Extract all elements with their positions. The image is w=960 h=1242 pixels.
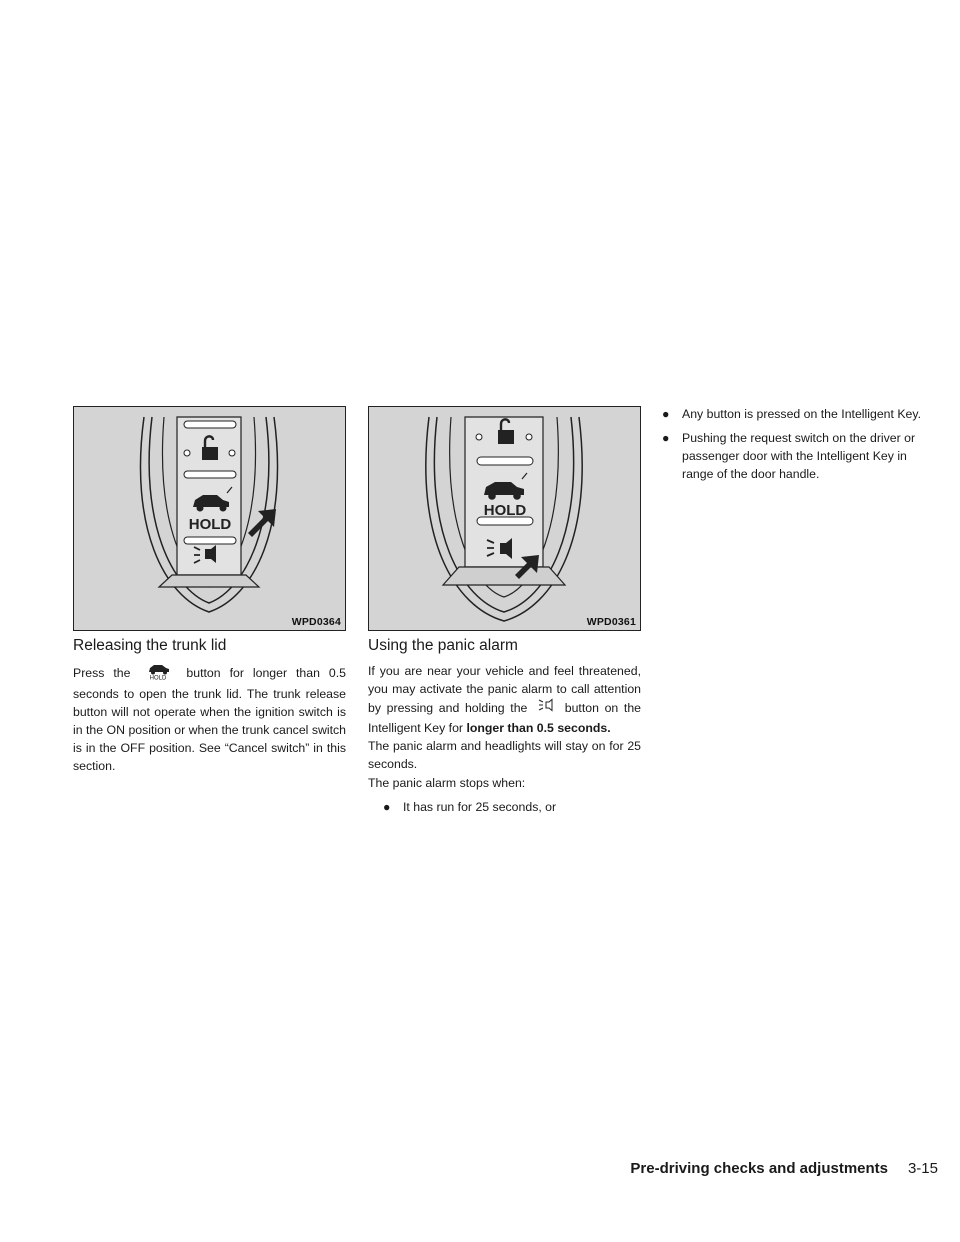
key-hold-label: HOLD xyxy=(483,502,527,519)
key-hold-label: HOLD xyxy=(188,516,232,533)
list-item: ● Pushing the request switch on the driver or passenger door with the Intelligent Key in range of the door handle. xyxy=(662,431,916,481)
bullet-icon: ● xyxy=(662,407,670,421)
panic-alarm-icon xyxy=(535,698,557,719)
bullet-icon: ● xyxy=(662,431,670,445)
bullet-icon: ● xyxy=(383,800,391,814)
paragraph-panic-2: The panic alarm and headlights will stay on for 25 seconds. xyxy=(368,739,641,771)
paragraph-panic-3: The panic alarm stops when: xyxy=(368,776,526,790)
car-hold-icon xyxy=(141,662,175,685)
figure-code: WPD0364 xyxy=(291,616,341,628)
page-number: 3-15 xyxy=(907,1160,938,1177)
figure-key-fob-trunk xyxy=(73,406,346,631)
heading-trunk-lid: Releasing the trunk lid xyxy=(73,637,227,654)
list-item: ● Any button is pressed on the Intelligent Key. xyxy=(662,407,922,421)
list-item: ● It has run for 25 seconds, or xyxy=(383,800,557,814)
paragraph-panic-1: If you are near your vehicle and feel threatened, you may activate the panic alarm to call attention by pressing and holding the button on the Intelligent Key for longer than 0.5 seconds. xyxy=(368,664,642,735)
svg-text:HOLD: HOLD xyxy=(150,675,167,680)
figure-code: WPD0361 xyxy=(586,616,636,628)
key-fob-trunk-illustration xyxy=(74,407,344,629)
figure-key-fob-panic xyxy=(368,406,641,631)
paragraph-trunk-lid: Press the HOLD button for longer than 0.5 seconds to open the trunk lid. The trunk release button will not operate when the ignition switch is in the ON position or when the trunk cancel switch is in the OFF position. See “Cancel switch” in this section. xyxy=(73,662,346,775)
heading-panic-alarm: Using the panic alarm xyxy=(368,637,518,654)
footer-section-title: Pre-driving checks and adjustments xyxy=(630,1160,888,1177)
key-fob-panic-illustration xyxy=(369,407,639,629)
